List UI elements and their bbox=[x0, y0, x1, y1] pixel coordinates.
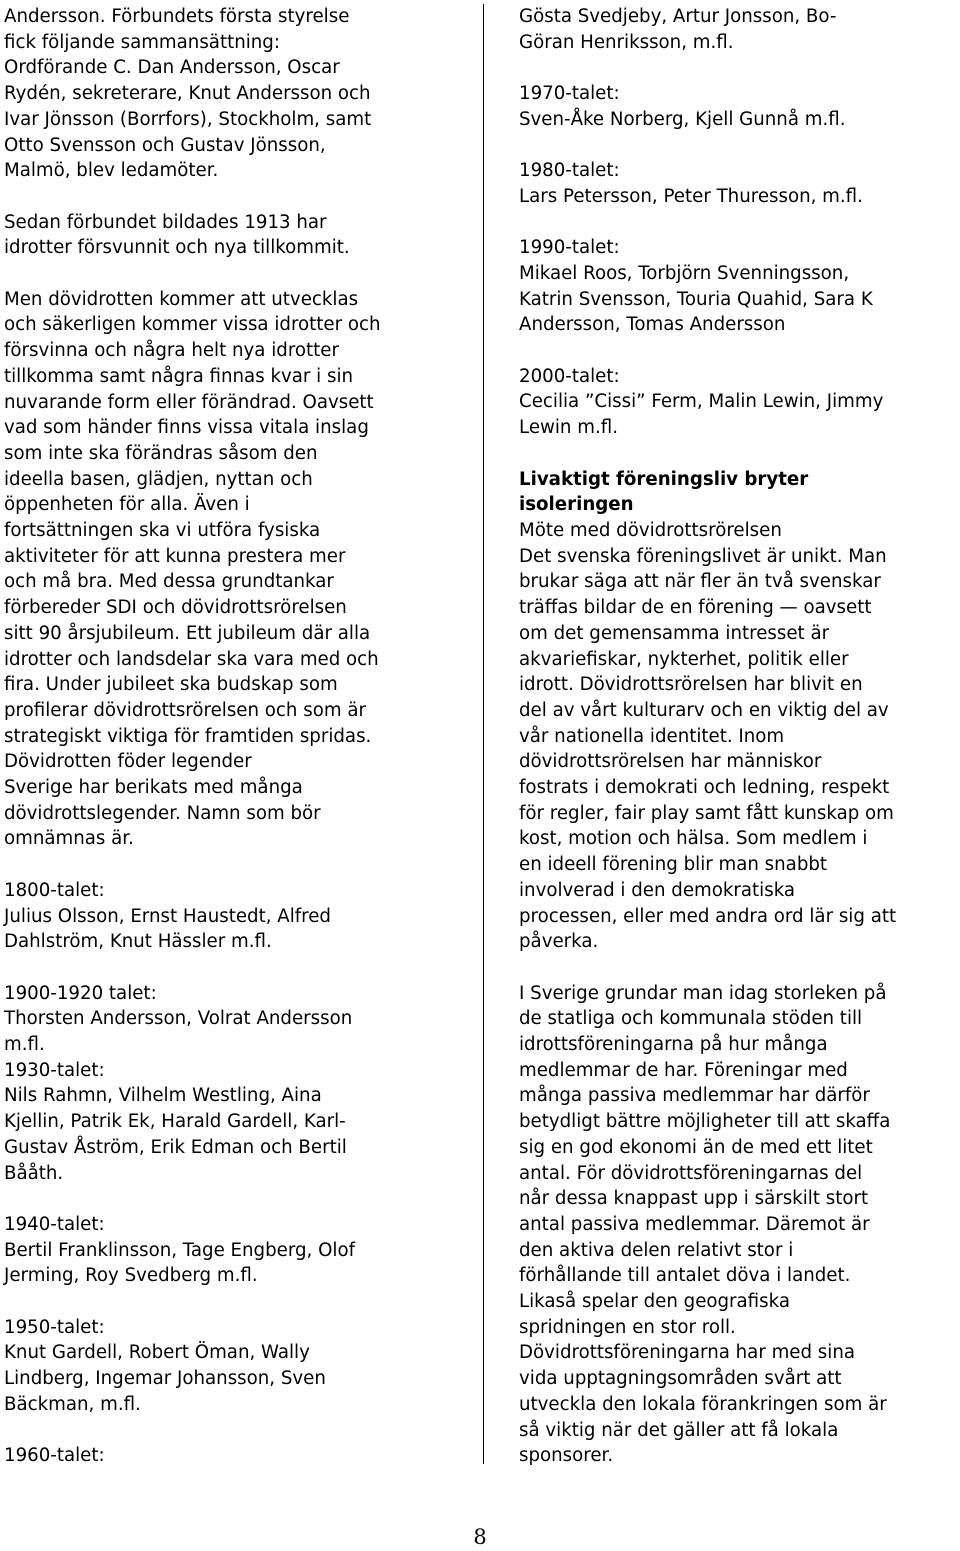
text-line: 1970-talet: bbox=[519, 83, 620, 105]
text-line: Bååth. bbox=[4, 1162, 64, 1184]
text-line: Malmö, blev ledamöter. bbox=[4, 160, 219, 182]
paragraph-gap bbox=[4, 955, 466, 981]
text-line: fira. Under jubileet ska budskap som bbox=[4, 674, 338, 696]
text-line: fick följande sammansättning: bbox=[4, 31, 280, 53]
paragraph bbox=[4, 1212, 466, 1289]
text-line: Ivar Jönsson (Borrfors), Stockholm, samt bbox=[4, 108, 372, 130]
paragraph bbox=[519, 158, 957, 209]
paragraph bbox=[519, 518, 957, 955]
text-line: den aktiva delen relativt stor i bbox=[519, 1239, 794, 1261]
text-line: sponsorer. bbox=[519, 1445, 614, 1467]
text-line: isoleringen bbox=[519, 494, 634, 516]
text-line: Rydén, sekreterare, Knut Andersson och bbox=[4, 83, 371, 105]
paragraph-gap bbox=[519, 210, 957, 236]
paragraph bbox=[4, 1443, 466, 1469]
paragraph bbox=[4, 210, 466, 261]
text-line: 1980-talet: bbox=[519, 160, 620, 182]
text-line: antal. För dövidrottsföreningarnas del bbox=[519, 1162, 863, 1184]
text-line: Det svenska föreningslivet är unikt. Man bbox=[519, 545, 887, 567]
text-line: en ideell förening blir man snabbt bbox=[519, 854, 828, 876]
paragraph-gap bbox=[4, 852, 466, 878]
text-line: fostrats i demokrati och ledning, respekt bbox=[519, 777, 890, 799]
text-line: kost, motion och hälsa. Som medlem i bbox=[519, 828, 868, 850]
text-line: Dövidrotten föder legender bbox=[4, 751, 252, 773]
paragraph-gap bbox=[4, 261, 466, 287]
paragraph bbox=[4, 1315, 466, 1418]
text-line: Möte med dövidrottsrörelsen bbox=[519, 519, 782, 541]
text-line: betydligt bättre möjligheter till att skaffa bbox=[519, 1111, 891, 1133]
text-line: tillkomma samt några finnas kvar i sin bbox=[4, 365, 354, 387]
text-line: omnämnas är. bbox=[4, 828, 134, 850]
text-line: idrotter och landsdelar ska vara med och bbox=[4, 648, 379, 670]
text-line: Livaktigt föreningsliv bryter bbox=[519, 468, 809, 490]
text-line: 1940-talet: bbox=[4, 1213, 105, 1235]
text-line: och må bra. Med dessa grundtankar bbox=[4, 571, 334, 593]
text-line: förbereder SDI och dövidrottsrörelsen bbox=[4, 597, 347, 619]
text-line: Katrin Svensson, Touria Quahid, Sara K bbox=[519, 288, 873, 310]
text-line: dövidrottsrörelsen har människor bbox=[519, 751, 822, 773]
text-line: 2000-talet: bbox=[519, 365, 620, 387]
text-line: Bäckman, m.fl. bbox=[4, 1393, 141, 1415]
text-line: som inte ska förändras såsom den bbox=[4, 442, 318, 464]
text-line: Bertil Franklinsson, Tage Engberg, Olof bbox=[4, 1239, 356, 1261]
text-line: utveckla den lokala förankringen som är bbox=[519, 1393, 887, 1415]
text-line: påverka. bbox=[519, 931, 599, 953]
text-line: Sverige har berikats med många bbox=[4, 777, 303, 799]
text-line: idrottsföreningarna på hur många bbox=[519, 1034, 828, 1056]
text-line: så viktig när det gäller att få lokala bbox=[519, 1419, 839, 1441]
text-line: Jerming, Roy Svedberg m.fl. bbox=[4, 1265, 258, 1287]
text-line: Dövidrottsföreningarna har med sina bbox=[519, 1342, 856, 1364]
text-line: profilerar dövidrottsrörelsen och som är bbox=[4, 699, 366, 721]
text-line: idrotter försvunnit och nya tillkommit. bbox=[4, 237, 350, 259]
text-line: antal passiva medlemmar. Däremot är bbox=[519, 1213, 870, 1235]
text-line: 1950-talet: bbox=[4, 1316, 105, 1338]
text-line: Lars Petersson, Peter Thuresson, m.fl. bbox=[519, 185, 863, 207]
paragraph bbox=[4, 287, 466, 852]
paragraph bbox=[519, 81, 957, 132]
text-line: 1990-talet: bbox=[519, 237, 620, 259]
text-line: Sedan förbundet bildades 1913 har bbox=[4, 211, 327, 233]
text-line: I Sverige grundar man idag storleken på bbox=[519, 982, 887, 1004]
text-line: Mikael Roos, Torbjörn Svenningsson, bbox=[519, 262, 850, 284]
paragraph-gap bbox=[4, 1186, 466, 1212]
text-line: Knut Gardell, Robert Öman, Wally bbox=[4, 1342, 310, 1364]
text-line: sitt 90 årsjubileum. Ett jubileum där alla bbox=[4, 622, 371, 644]
right-column bbox=[519, 4, 957, 1469]
text-line: Gösta Svedjeby, Artur Jonsson, Bo- bbox=[519, 6, 837, 27]
text-line: för regler, fair play samt fått kunskap om bbox=[519, 802, 894, 824]
paragraph-gap bbox=[4, 184, 466, 210]
text-line: vad som händer finns vissa vitala inslag bbox=[4, 417, 369, 439]
text-line: processen, eller med andra ord lär sig att bbox=[519, 905, 897, 927]
text-line: Nils Rahmn, Vilhelm Westling, Aina bbox=[4, 1085, 322, 1107]
text-line: Andersson, Tomas Andersson bbox=[519, 314, 786, 336]
text-line: och säkerligen kommer vissa idrotter och bbox=[4, 314, 381, 336]
text-line: involverad i den demokratiska bbox=[519, 879, 796, 901]
text-line: öppenheten för alla. Även i bbox=[4, 494, 250, 516]
text-line: Thorsten Andersson, Volrat Andersson bbox=[4, 1008, 353, 1030]
text-line: Andersson. Förbundets första styrelse bbox=[4, 6, 350, 27]
text-line: 1800-talet: bbox=[4, 879, 105, 901]
text-line: Lewin m.fl. bbox=[519, 417, 618, 439]
paragraph-gap bbox=[519, 338, 957, 364]
paragraph-gap bbox=[519, 55, 957, 81]
text-line: vår nationella identitet. Inom bbox=[519, 725, 785, 747]
paragraph bbox=[4, 878, 466, 955]
text-line: de statliga och kommunala stöden till bbox=[519, 1008, 863, 1030]
text-line: Sven-Åke Norberg, Kjell Gunnå m.fl. bbox=[519, 108, 846, 130]
paragraph-gap bbox=[519, 133, 957, 159]
paragraph bbox=[4, 981, 466, 1187]
page-number: 8 bbox=[473, 1525, 487, 1549]
section-heading bbox=[519, 467, 957, 518]
text-line: brukar säga att när fler än två svenskar bbox=[519, 571, 881, 593]
text-line: vida upptagningsområden svårt att bbox=[519, 1368, 842, 1390]
text-line: når dessa knappast upp i särskilt stort bbox=[519, 1188, 869, 1210]
text-line: spridningen en stor roll. bbox=[519, 1316, 736, 1338]
text-line: Kjellin, Patrik Ek, Harald Gardell, Karl- bbox=[4, 1111, 346, 1133]
text-line: sig en god ekonomi än de med ett litet bbox=[519, 1136, 873, 1158]
column-divider bbox=[483, 4, 484, 1464]
text-line: Lindberg, Ingemar Johansson, Sven bbox=[4, 1368, 326, 1390]
text-line: akvariefiskar, nykterhet, politik eller bbox=[519, 648, 849, 670]
text-line: 1930-talet: bbox=[4, 1059, 105, 1081]
text-line: Göran Henriksson, m.fl. bbox=[519, 31, 734, 53]
text-line: Men dövidrotten kommer att utvecklas bbox=[4, 288, 359, 310]
text-line: om det gemensamma intresset är bbox=[519, 622, 830, 644]
text-line: Otto Svensson och Gustav Jönsson, bbox=[4, 134, 326, 156]
text-line: m.fl. bbox=[4, 1034, 45, 1056]
left-column bbox=[4, 4, 466, 1469]
text-line: Julius Olsson, Ernst Haustedt, Alfred bbox=[4, 905, 331, 927]
text-line: 1900-1920 talet: bbox=[4, 982, 157, 1004]
text-line: strategiskt viktiga för framtiden spridas. bbox=[4, 725, 372, 747]
paragraph bbox=[519, 364, 957, 441]
text-line: Cecilia ”Cissi” Ferm, Malin Lewin, Jimmy bbox=[519, 391, 884, 413]
text-line: förhållande till antalet döva i landet. bbox=[519, 1265, 851, 1287]
text-line: del av vårt kulturarv och en viktig del av bbox=[519, 699, 889, 721]
text-line: 1960-talet: bbox=[4, 1445, 105, 1467]
text-line: Dahlström, Knut Hässler m.fl. bbox=[4, 931, 272, 953]
text-line: nuvarande form eller förändrad. Oavsett bbox=[4, 391, 374, 413]
paragraph bbox=[4, 4, 466, 184]
paragraph-gap bbox=[4, 1418, 466, 1444]
paragraph-gap bbox=[519, 441, 957, 467]
text-line: Gustav Åström, Erik Edman och Bertil bbox=[4, 1136, 347, 1158]
text-line: försvinna och några helt nya idrotter bbox=[4, 340, 339, 362]
paragraph bbox=[519, 981, 957, 1469]
text-line: Ordförande C. Dan Andersson, Oscar bbox=[4, 57, 340, 79]
paragraph bbox=[519, 235, 957, 338]
text-line: träffas bildar de en förening — oavsett bbox=[519, 597, 872, 619]
paragraph-gap bbox=[4, 1289, 466, 1315]
text-line: ideella basen, glädjen, nyttan och bbox=[4, 468, 313, 490]
text-line: medlemmar de har. Föreningar med bbox=[519, 1059, 848, 1081]
text-line: fortsättningen ska vi utföra fysiska bbox=[4, 520, 321, 542]
paragraph-gap bbox=[519, 955, 957, 981]
text-line: många passiva medlemmar har därför bbox=[519, 1085, 870, 1107]
text-line: aktiviteter för att kunna prestera mer bbox=[4, 545, 346, 567]
text-line: Likaså spelar den geografiska bbox=[519, 1291, 790, 1313]
text-line: idrott. Dövidrottsrörelsen har blivit en bbox=[519, 674, 863, 696]
text-line: dövidrottslegender. Namn som bör bbox=[4, 802, 321, 824]
paragraph bbox=[519, 4, 957, 55]
